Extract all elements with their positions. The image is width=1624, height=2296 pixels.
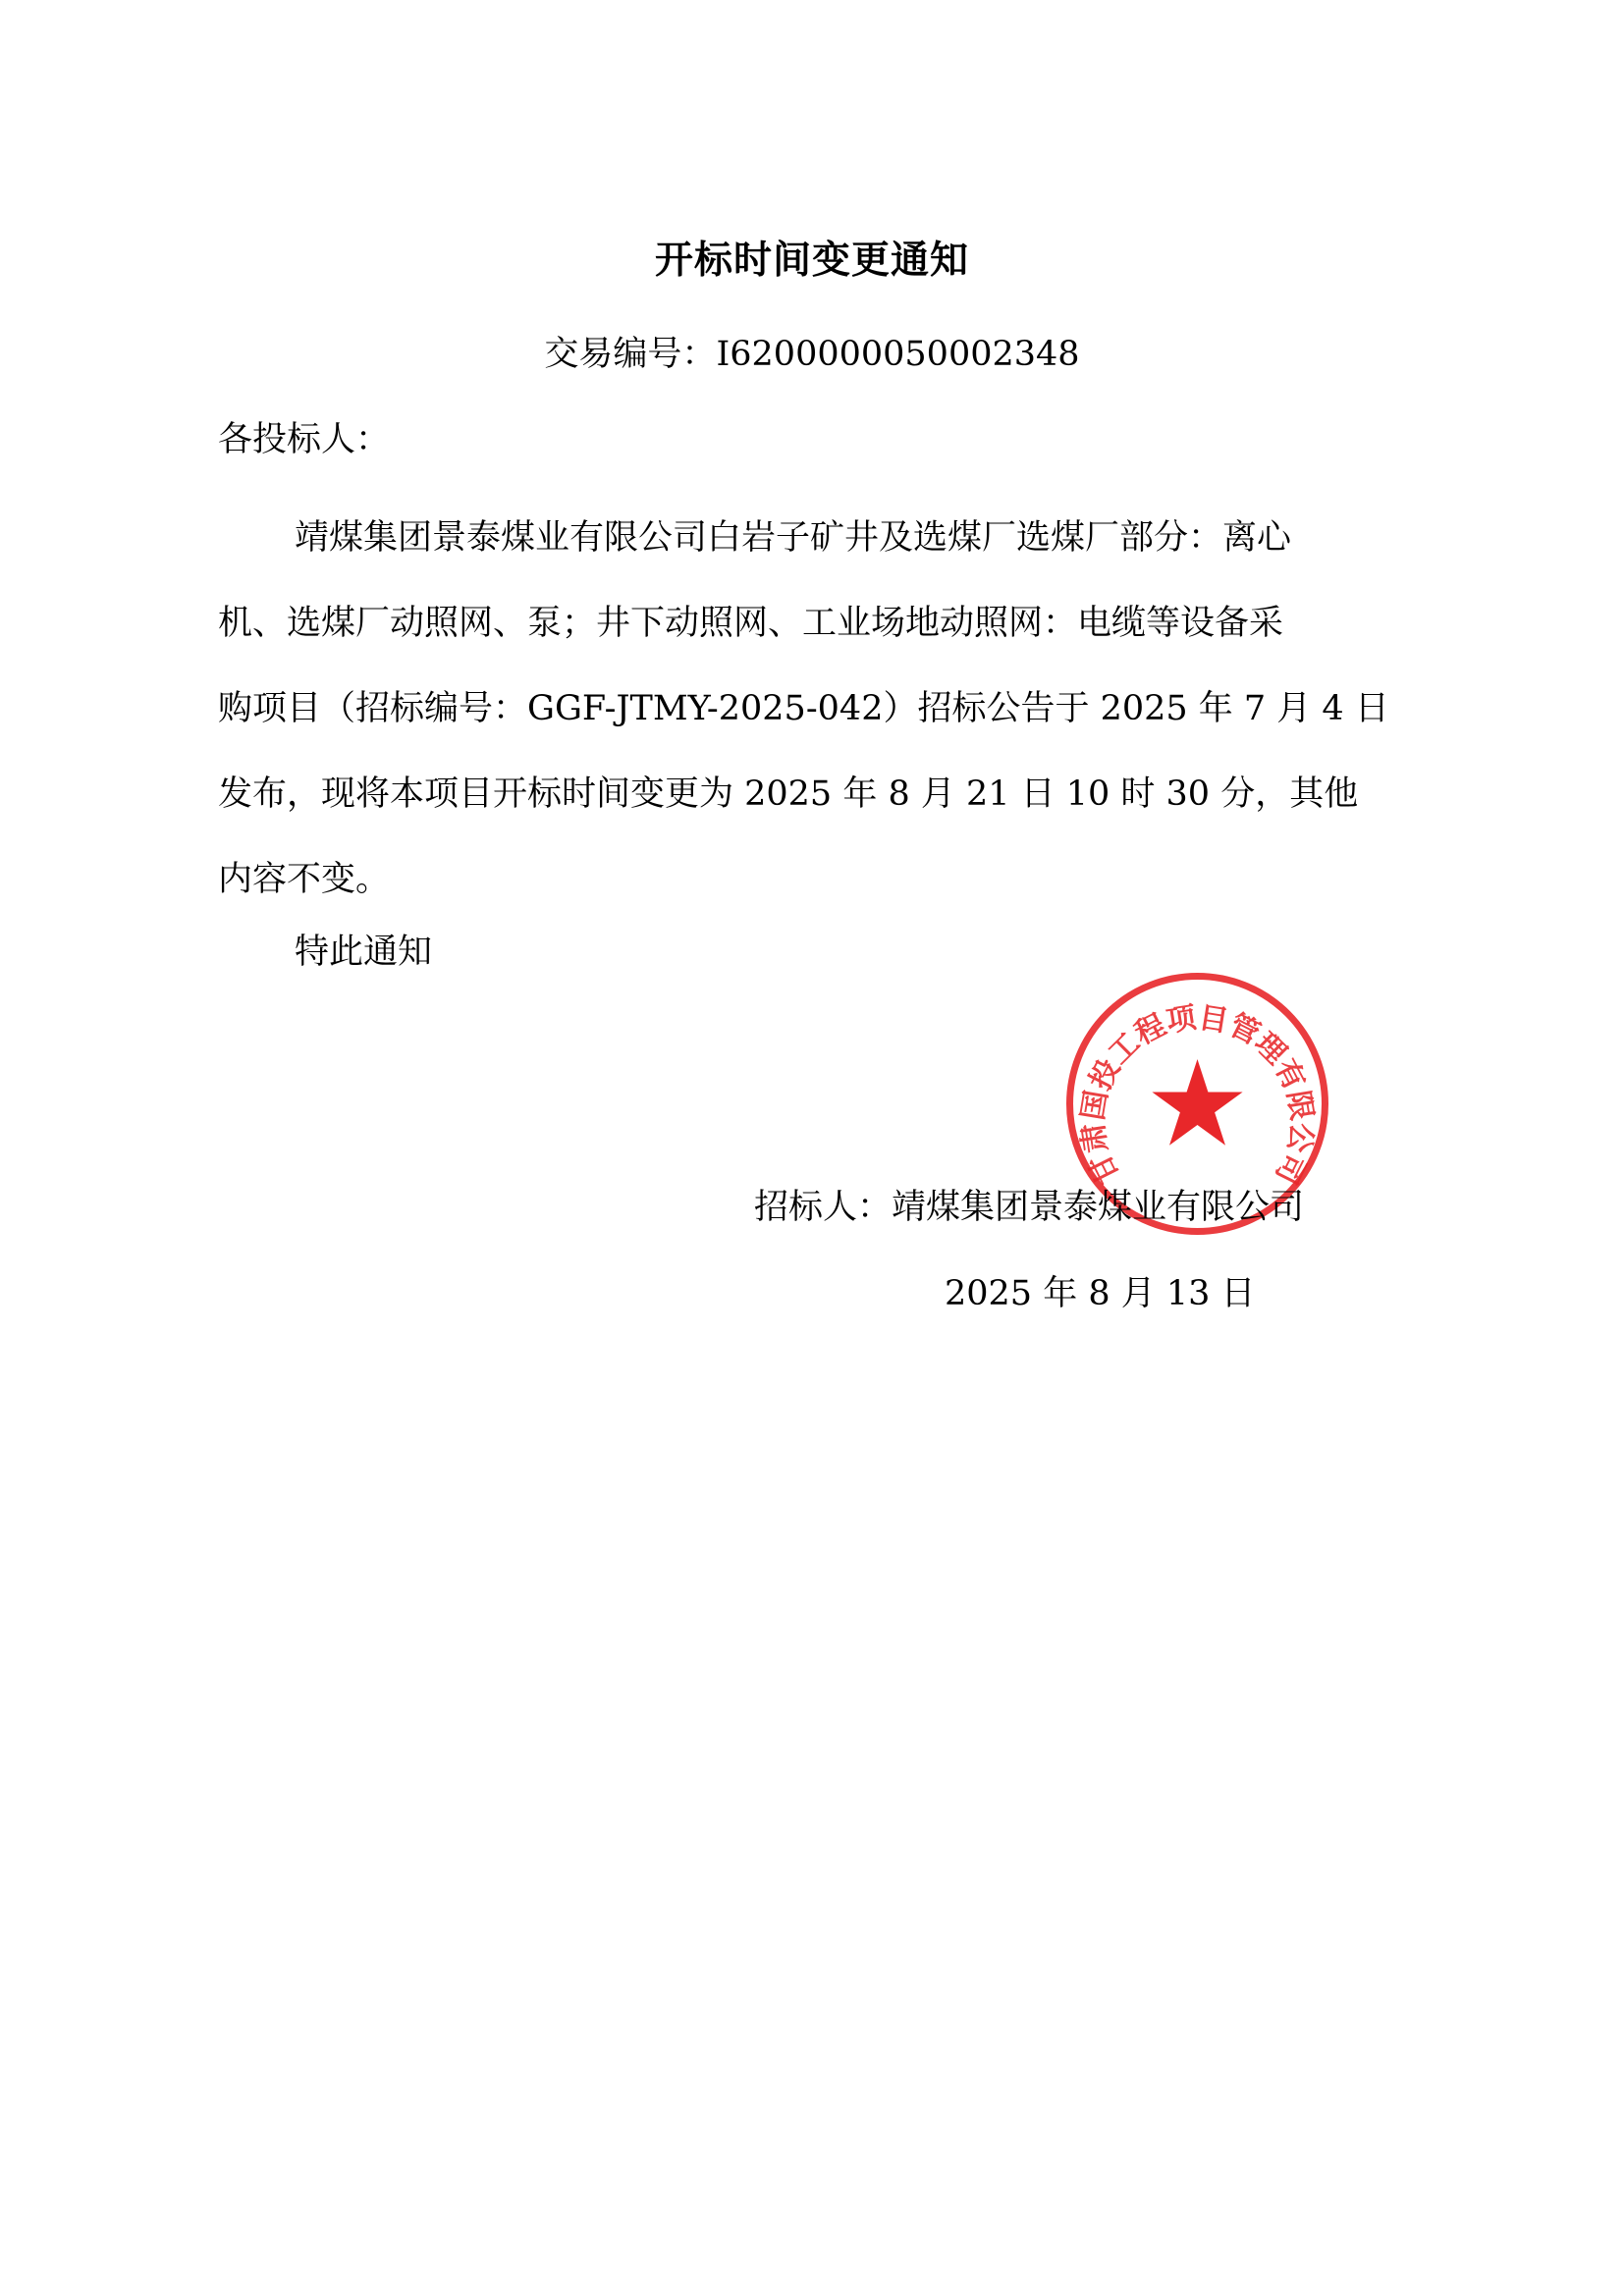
closing-text: 特此通知 — [295, 933, 433, 972]
signer-name: 靖煤集团景泰煤业有限公司 — [892, 1188, 1305, 1227]
seal-text: 甘肃国投工程项目管理有限公司 — [1075, 1000, 1320, 1190]
transaction-number-line — [0, 325, 1624, 384]
body-line: 机、选煤厂动照网、泵；井下动照网、工业场地动照网：电缆等设备采 — [218, 604, 1284, 643]
signer-line — [754, 1178, 1304, 1237]
star-icon — [1152, 1059, 1242, 1146]
transaction-label: 交易编号： — [544, 335, 717, 374]
document-title: 开标时间变更通知 — [654, 239, 969, 283]
salutation: 各投标人： — [218, 420, 391, 459]
body-line: 内容不变。 — [218, 860, 391, 899]
sign-date: 2025 年 8 月 13 日 — [945, 1274, 1256, 1313]
transaction-number: I6200000050002348 — [716, 335, 1080, 374]
notice-body — [218, 496, 1416, 923]
body-line: 发布，现将本项目开标时间变更为 2025 年 8 月 21 日 10 时 30 分，其他 — [218, 774, 1359, 814]
body-line: 购项目（招标编号：GGF-JTMY-2025-042）招标公告于 2025 年 7 月 4 日 — [218, 689, 1389, 728]
body-line: 靖煤集团景泰煤业有限公司白岩子矿井及选煤厂选煤厂部分：离心 — [295, 518, 1292, 558]
signer-label: 招标人： — [754, 1188, 893, 1227]
